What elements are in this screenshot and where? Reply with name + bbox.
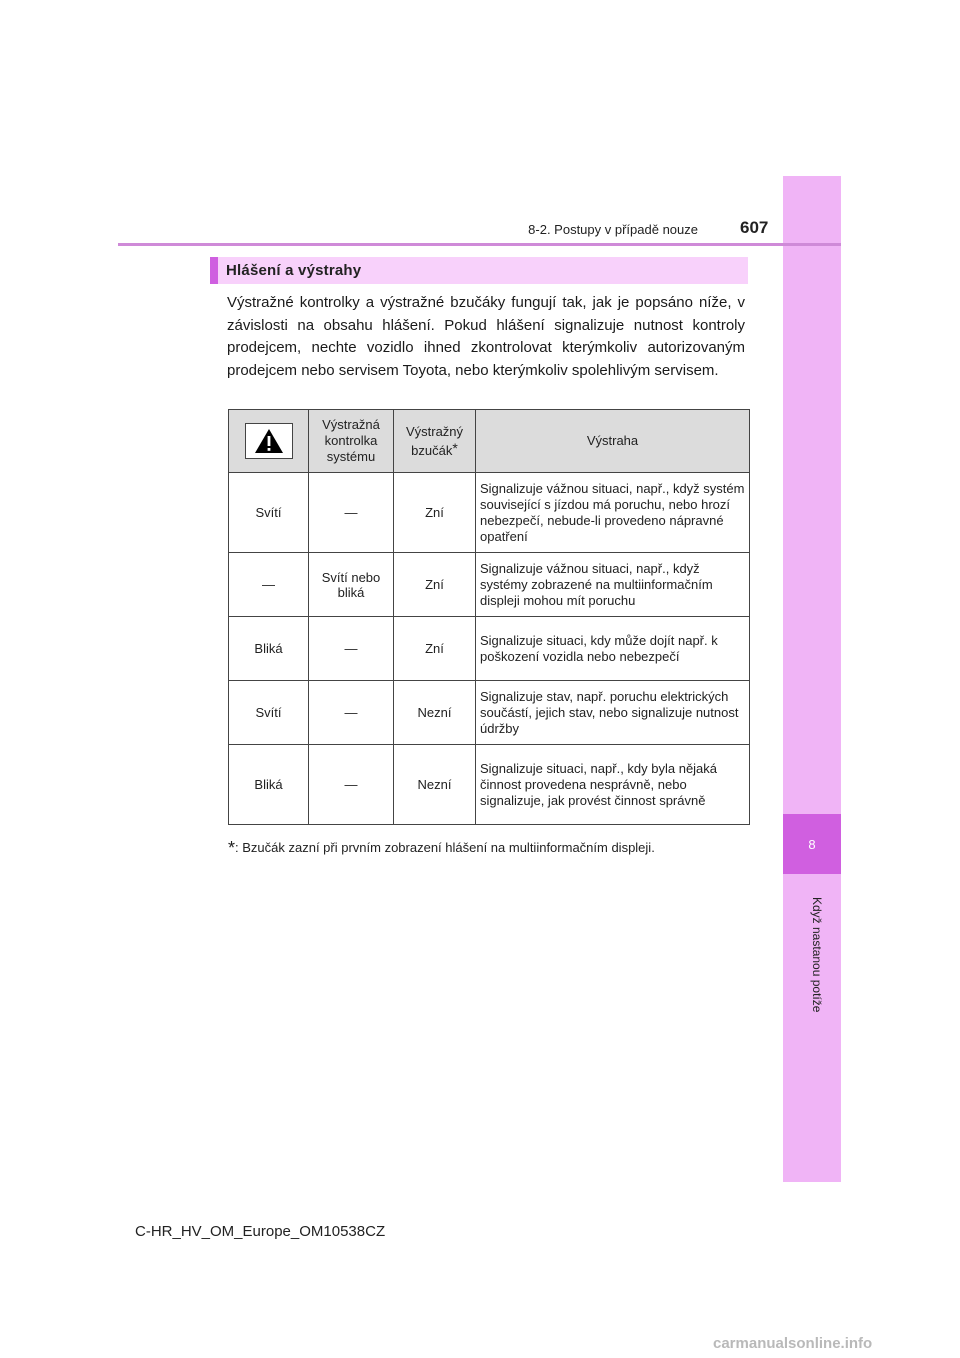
footnote-marker: *: [228, 838, 236, 858]
chapter-side-tab: [783, 176, 841, 1182]
cell-buzzer: Zní: [394, 617, 476, 681]
cell-warning: Signalizuje vážnou situaci, např., když systémy zobrazené na multiinformačním displeji mohou mít poruchu: [476, 553, 750, 617]
section-title-bar: [210, 257, 748, 284]
chapter-number: 8: [808, 836, 816, 852]
cell-buzzer: Zní: [394, 553, 476, 617]
cell-buzzer: Zní: [394, 473, 476, 553]
header-buzzer: [394, 410, 476, 473]
cell-lamp: —: [309, 681, 394, 745]
cell-icon-state: Svítí: [229, 681, 309, 745]
cell-lamp: —: [309, 473, 394, 553]
intro-paragraph: Výstražné kontrolky a výstražné bzučáky fungují tak, jak je popsáno níže, v závislosti na obsahu hlášení. Pokud hlášení signalizuje nutnost kontroly prodejcem, nechte vozidlo ihned zkontrolovat kterýmkoliv autorizovaným prodejcem nebo servisem Toyota, nebo kterýmkoliv spolehlivým servisem.: [227, 294, 745, 379]
cell-buzzer: Nezní: [394, 745, 476, 825]
cell-icon-state: Bliká: [229, 617, 309, 681]
table-row: [229, 553, 750, 617]
header-lamp: Výstražná kontrolka systému: [309, 410, 394, 473]
cell-icon-state: Bliká: [229, 745, 309, 825]
warning-triangle-icon: [245, 423, 293, 459]
cell-warning: Signalizuje vážnou situaci, např., když systém související s jízdou má poruchu, nebo hrozí nebezpečí, nebude-li provedeno nápravné opatření: [476, 473, 750, 553]
header-rule: [118, 243, 841, 246]
header-icon-cell: [229, 410, 309, 473]
cell-lamp: Svítí nebo bliká: [309, 553, 394, 617]
warning-table: [228, 409, 750, 825]
cell-warning: Signalizuje situaci, např., kdy byla nějaká činnost provedena nesprávně, nebo signalizuje, jak provést činnost správně: [476, 745, 750, 825]
cell-lamp: —: [309, 617, 394, 681]
document-id: C-HR_HV_OM_Europe_OM10538CZ: [135, 1223, 386, 1240]
header-warning: Výstraha: [476, 410, 750, 473]
cell-lamp: —: [309, 745, 394, 825]
watermark: carmanualsonline.info: [713, 1335, 873, 1352]
cell-warning: Signalizuje situaci, kdy může dojít např. k poškození vozidla nebo nebezpečí: [476, 617, 750, 681]
section-title: Hlášení a výstrahy: [226, 262, 362, 279]
footnote-text: : Bzučák zazní při prvním zobrazení hlášení na multiinformačním displeji.: [235, 840, 655, 855]
chapter-title-vertical: Když nastanou potíže: [810, 897, 824, 1013]
table-row: [229, 617, 750, 681]
table-row: [229, 473, 750, 553]
table-row: [229, 681, 750, 745]
cell-icon-state: —: [229, 553, 309, 617]
cell-buzzer: Nezní: [394, 681, 476, 745]
table-row: [229, 745, 750, 825]
footnote: [228, 838, 655, 859]
header-buzzer-marker: *: [452, 439, 458, 456]
cell-warning: Signalizuje stav, např. poruchu elektrických součástí, jejich stav, nebo signalizuje nutnost údržby: [476, 681, 750, 745]
running-header-section: 8-2. Postupy v případě nouze: [528, 222, 698, 237]
chapter-number-tab: [783, 814, 841, 874]
header-buzzer-label: Výstražný bzučák: [405, 423, 464, 458]
page-number: 607: [740, 218, 769, 237]
cell-icon-state: Svítí: [229, 473, 309, 553]
table-header-row: [229, 410, 750, 473]
